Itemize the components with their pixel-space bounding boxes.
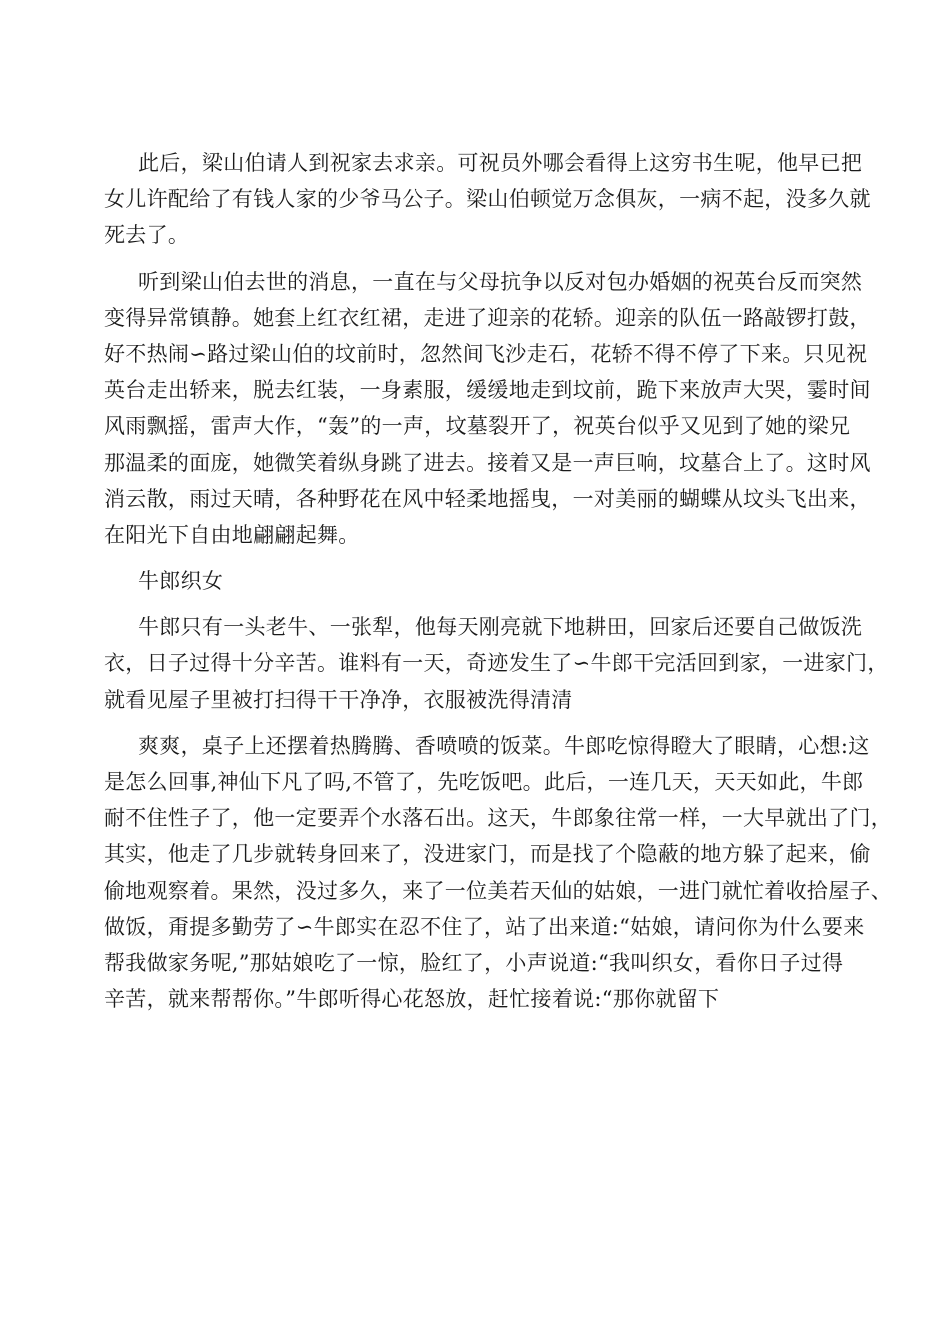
text-line: 衣，日子过得十分辛苦。谁料有一天，奇迹发生了∽牛郎干完活回到家，一进家门，: [104, 651, 889, 676]
body-text: [104, 145, 893, 1017]
text-line: 是怎么回事,神仙下凡了吗,不管了，先吃饭吧。此后，一连几天，天天如此，牛郎: [104, 770, 864, 794]
paragraph: [104, 264, 871, 554]
text-line: 英台走出轿来，脱去红装，一身素服，缓缓地走到坟前，跪下来放声大哭，霎时间: [104, 378, 871, 403]
text-line: 做饭，甭提多勤劳了∽牛郎实在忍不住了，站了出来道:“姑娘，请问你为什么要来: [104, 914, 865, 939]
text-line: 风雨飘摇，雷声大作，“轰”的一声，坟墓裂开了，祝英台似乎又见到了她的梁兄: [104, 414, 851, 439]
text-line: 女儿许配给了有钱人家的少爷马公子。梁山伯顿觉万念俱灰，一病不起，没多久就: [104, 187, 871, 212]
text-line: 就看见屋子里被打扫得干干净净，衣服被洗得清清: [104, 687, 573, 712]
text-line: 帮我做家务呢,”那姑娘吃了一惊，脸红了，小声说道:“我叫织女，看你日子过得: [104, 950, 844, 975]
text-line: 死去了。: [104, 223, 190, 248]
text-line: 爽爽，桌子上还摆着热腾腾、香喷喷的饭菜。牛郎吃惊得瞪大了眼睛，心想:这: [138, 733, 870, 758]
paragraph: [104, 728, 893, 1018]
text-line: 辛苦，就来帮帮你。”牛郎听得心花怒放，赶忙接着说:“那你就留下: [104, 987, 720, 1012]
text-line: 耐不住性子了，他一定要弄个水落石出。这天，牛郎象往常一样，一大早就出了门，: [104, 806, 893, 831]
section-heading: [104, 563, 840, 599]
paragraph: [104, 609, 889, 718]
text-line: 那温柔的面庞，她微笑着纵身跳了进去。接着又是一声巨响，坟墓合上了。这时风: [104, 450, 871, 475]
text-line: 偷地观察着。果然，没过多久，来了一位美若天仙的姑娘，一进门就忙着收拾屋子、: [104, 878, 893, 903]
heading-line: 牛郎织女: [138, 569, 224, 594]
text-line: 此后，梁山伯请人到祝家去求亲。可祝员外哪会看得上这穷书生呢，他早已把: [138, 151, 863, 175]
text-line: 听到梁山伯去世的消息，一直在与父母抗争以反对包办婚姻的祝英台反而突然: [138, 269, 863, 294]
text-line: 其实，他走了几步就转身回来了，没进家门，而是找了个隐蔽的地方躲了起来，偷: [104, 842, 871, 867]
text-line: 牛郎只有一头老牛、一张犁，他每天刚亮就下地耕田，回家后还要自己做饭洗: [138, 615, 863, 640]
paragraph: [104, 145, 871, 254]
text-line: 好不热闹∽路过梁山伯的坟前时，忽然间飞沙走石，花轿不得不停了下来。只见祝: [104, 341, 868, 366]
text-line: 变得异常镇静。她套上红衣红裙，走进了迎亲的花轿。迎亲的队伍一路敲锣打鼓，: [104, 305, 871, 330]
text-line: 在阳光下自由地翩翩起舞。: [104, 522, 360, 547]
text-line: 消云散，雨过天晴，各种野花在风中轻柔地摇曳，一对美丽的蝴蝶从坟头飞出来，: [104, 486, 871, 511]
